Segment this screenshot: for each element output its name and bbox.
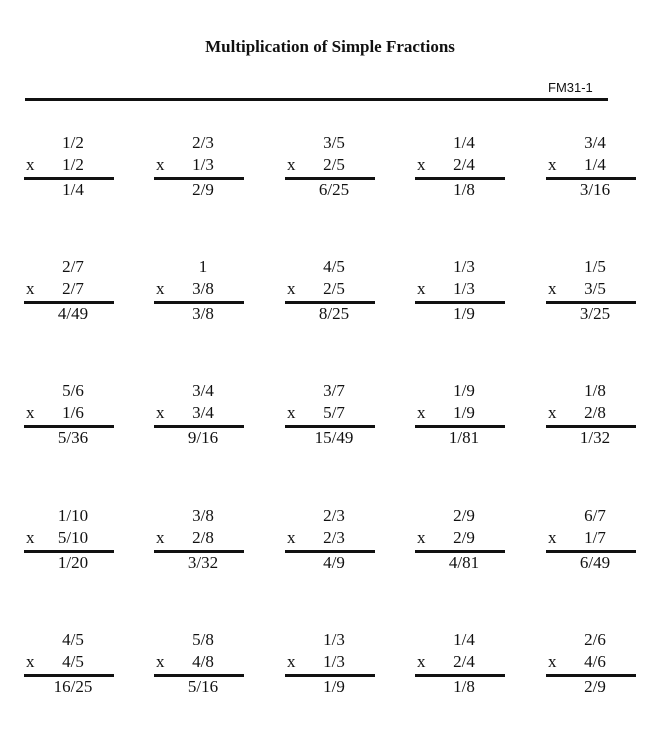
multiplier: 2/8: [192, 528, 214, 547]
answer: 5/36: [57, 428, 89, 447]
multiplier: 4/8: [192, 652, 214, 671]
problem-21: [24, 630, 116, 710]
multiplier: 1/9: [453, 403, 475, 422]
problem-22: [154, 630, 246, 710]
answer: 1/20: [57, 553, 89, 572]
multiply-sign: x: [548, 155, 557, 174]
answer: 4/81: [448, 553, 480, 572]
multiply-sign: x: [417, 528, 426, 547]
multiplier: 2/5: [323, 279, 345, 298]
answer: 2/9: [192, 180, 214, 199]
multiplicand: 1/10: [57, 506, 89, 525]
answer: 1/4: [62, 180, 84, 199]
problem-1: [24, 133, 116, 213]
multiplicand: 1/9: [453, 381, 475, 400]
answer: 1/8: [453, 677, 475, 696]
multiplier: 4/6: [584, 652, 606, 671]
multiplier: 2/3: [323, 528, 345, 547]
multiply-sign: x: [287, 155, 296, 174]
multiplicand: 3/4: [584, 133, 606, 152]
multiplicand: 2/9: [453, 506, 475, 525]
problem-8: [285, 257, 377, 337]
multiply-sign: x: [26, 652, 35, 671]
problem-2: [154, 133, 246, 213]
multiply-sign: x: [287, 652, 296, 671]
multiplicand: 3/5: [323, 133, 345, 152]
multiplier: 2/4: [453, 652, 475, 671]
answer: 3/32: [187, 553, 219, 572]
answer: 1/9: [323, 677, 345, 696]
multiply-sign: x: [26, 403, 35, 422]
problem-7: [154, 257, 246, 337]
multiply-sign: x: [26, 279, 35, 298]
multiplier: 5/10: [57, 528, 89, 547]
multiplicand: 1/8: [584, 381, 606, 400]
multiply-sign: x: [417, 155, 426, 174]
problem-6: [24, 257, 116, 337]
answer: 4/9: [323, 553, 345, 572]
multiply-sign: x: [417, 279, 426, 298]
answer: 3/25: [579, 304, 611, 323]
problem-19: [415, 506, 507, 586]
multiplicand: 3/4: [192, 381, 214, 400]
multiplier: 1/3: [323, 652, 345, 671]
multiplicand: 1/3: [453, 257, 475, 276]
multiplier: 1/3: [192, 155, 214, 174]
multiply-sign: x: [548, 652, 557, 671]
multiplier: 3/5: [584, 279, 606, 298]
multiplier: 3/8: [192, 279, 214, 298]
multiply-sign: x: [156, 403, 165, 422]
multiplicand: 2/3: [192, 133, 214, 152]
multiplicand: 5/8: [192, 630, 214, 649]
multiply-sign: x: [26, 528, 35, 547]
problem-12: [154, 381, 246, 461]
multiply-sign: x: [548, 279, 557, 298]
answer: 9/16: [187, 428, 219, 447]
problem-16: [24, 506, 116, 586]
multiplicand: 3/8: [192, 506, 214, 525]
multiplicand: 4/5: [62, 630, 84, 649]
answer: 6/25: [318, 180, 350, 199]
multiply-sign: x: [287, 279, 296, 298]
multiplicand: 2/6: [584, 630, 606, 649]
multiplier: 1/3: [453, 279, 475, 298]
multiplicand: 1: [198, 257, 208, 276]
answer: 1/32: [579, 428, 611, 447]
multiplicand: 1/5: [584, 257, 606, 276]
problem-25: [546, 630, 638, 710]
multiplier: 3/4: [192, 403, 214, 422]
problem-17: [154, 506, 246, 586]
multiplicand: 1/3: [323, 630, 345, 649]
problem-23: [285, 630, 377, 710]
problem-14: [415, 381, 507, 461]
multiply-sign: x: [26, 155, 35, 174]
multiplier: 1/7: [584, 528, 606, 547]
answer: 1/81: [448, 428, 480, 447]
multiply-sign: x: [417, 403, 426, 422]
multiply-sign: x: [156, 652, 165, 671]
problem-10: [546, 257, 638, 337]
answer: 1/8: [453, 180, 475, 199]
answer: 6/49: [579, 553, 611, 572]
problem-5: [546, 133, 638, 213]
answer: 2/9: [584, 677, 606, 696]
worksheet-code: FM31-1: [548, 80, 593, 95]
multiplier: 4/5: [62, 652, 84, 671]
header-divider: [25, 98, 608, 101]
multiplier: 1/4: [584, 155, 606, 174]
multiplier: 1/6: [62, 403, 84, 422]
multiplier: 1/2: [62, 155, 84, 174]
answer: 16/25: [53, 677, 93, 696]
answer: 5/16: [187, 677, 219, 696]
multiplicand: 6/7: [584, 506, 606, 525]
multiply-sign: x: [287, 528, 296, 547]
multiply-sign: x: [548, 528, 557, 547]
multiply-sign: x: [156, 279, 165, 298]
problem-3: [285, 133, 377, 213]
multiplier: 2/7: [62, 279, 84, 298]
multiplier: 2/9: [453, 528, 475, 547]
answer: 8/25: [318, 304, 350, 323]
page-title: Multiplication of Simple Fractions: [205, 37, 455, 56]
problem-20: [546, 506, 638, 586]
multiply-sign: x: [548, 403, 557, 422]
answer: 3/16: [579, 180, 611, 199]
problem-24: [415, 630, 507, 710]
multiplicand: 5/6: [62, 381, 84, 400]
multiplicand: 4/5: [323, 257, 345, 276]
multiply-sign: x: [156, 155, 165, 174]
answer: 15/49: [314, 428, 354, 447]
problem-11: [24, 381, 116, 461]
multiplicand: 3/7: [323, 381, 345, 400]
multiply-sign: x: [156, 528, 165, 547]
multiplicand: 1/4: [453, 630, 475, 649]
multiplicand: 2/3: [323, 506, 345, 525]
multiplier: 2/8: [584, 403, 606, 422]
multiplicand: 1/2: [62, 133, 84, 152]
answer: 1/9: [453, 304, 475, 323]
multiply-sign: x: [417, 652, 426, 671]
multiplier: 2/4: [453, 155, 475, 174]
multiplier: 5/7: [323, 403, 345, 422]
problem-15: [546, 381, 638, 461]
answer: 3/8: [192, 304, 214, 323]
answer: 4/49: [57, 304, 89, 323]
problem-18: [285, 506, 377, 586]
multiplicand: 1/4: [453, 133, 475, 152]
multiplicand: 2/7: [62, 257, 84, 276]
multiply-sign: x: [287, 403, 296, 422]
problem-13: [285, 381, 377, 461]
problem-4: [415, 133, 507, 213]
problem-9: [415, 257, 507, 337]
multiplier: 2/5: [323, 155, 345, 174]
